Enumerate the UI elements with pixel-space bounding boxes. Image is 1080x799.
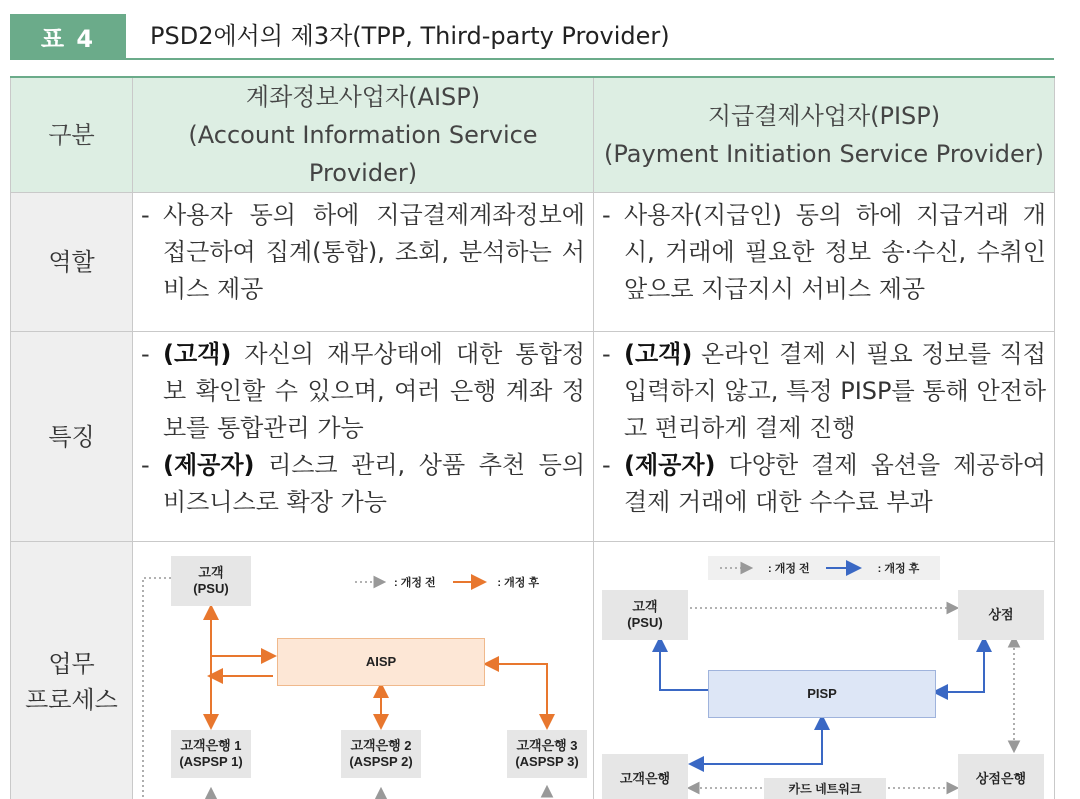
role-label: 역할 [11,193,133,332]
role-aisp-cell [133,193,594,332]
header-aisp [133,77,594,193]
feature-pisp-2-text: 다양한 결제 옵션을 제공하여 결제 거래에 대한 수수료 부과 [624,451,1046,516]
feature-aisp-1-text: 자신의 재무상태에 대한 통합정보 확인할 수 있으며, 여러 은행 계좌 정보를 통합관리 가능 [163,340,585,442]
header-pisp-name: 지급결제사업자(PISP) [707,102,941,130]
header-pisp [594,77,1055,193]
pisp-link-bank [692,718,822,764]
pisp-card-network-box: 카드 네트워크 [764,778,886,799]
header-pisp-full: (Payment Initiation Service Provider) [604,140,1044,168]
pisp-diagram-cell [594,542,1055,799]
pisp-link-customer [660,640,708,690]
role-row [11,193,1055,332]
process-label: 업무 프로세스 [11,542,133,799]
pisp-process-diagram [594,542,1054,799]
table-number-badge: 표 4 [10,14,126,58]
role-pisp-text: 사용자(지급인) 동의 하에 지급거래 개시, 거래에 필요한 정보 송·수신, 수취인 앞으로 지급지시 서비스 제공 [624,201,1046,303]
aisp-bank3-box: 고객은행 3 (ASPSP 3) [507,730,587,778]
pisp-link-merchant [936,640,984,692]
pisp-merchant-bank-box: 상점은행 [958,754,1044,799]
aisp-process-diagram [133,542,593,799]
list-item [141,336,585,447]
legend-before-label: : 개정 전 [768,563,810,576]
feature-aisp-2-tag: (제공자) [163,451,255,479]
table-title-bar [10,14,1054,60]
header-aisp-full: (Account Information Service Provider) [188,121,538,187]
role-aisp-text: 사용자 동의 하에 지급결제계좌정보에 접근하여 집계(통합), 조회, 분석하는 서비스 제공 [163,201,585,303]
list-item [602,447,1046,521]
bullet-dash: - [602,451,611,479]
pisp-center-box: PISP [708,670,936,718]
role-pisp-cell [594,193,1055,332]
bullet-dash: - [602,340,611,368]
header-row [11,77,1055,193]
pisp-customer-bank-box: 고객은행 [602,754,688,799]
bullet-dash: - [602,201,611,229]
pisp-merchant-box: 상점 [958,590,1044,640]
feature-pisp-1-tag: (고객) [624,340,693,368]
tpp-comparison-table [10,76,1055,799]
bullet-dash: - [141,340,150,368]
legend-after-label: : 개정 후 [497,577,539,590]
feature-aisp-cell [133,332,594,542]
pisp-legend [708,558,940,578]
feature-aisp-2-text: 리스크 관리, 상품 추천 등의 비즈니스로 확장 가능 [163,451,585,516]
table-title: PSD2에서의 제3자(TPP, Third-party Provider) [150,22,670,50]
feature-pisp-cell [594,332,1055,542]
aisp-bank1-box: 고객은행 1 (ASPSP 1) [171,730,251,778]
feature-row [11,332,1055,542]
aisp-legend [345,572,547,592]
bullet-dash: - [141,451,150,479]
pisp-customer-box: 고객 (PSU) [602,590,688,640]
feature-pisp-2-tag: (제공자) [624,451,716,479]
feature-label: 특징 [11,332,133,542]
list-item [602,197,1046,308]
aisp-center-box: AISP [277,638,485,686]
feature-aisp-1-tag: (고객) [163,340,232,368]
aisp-bank2-box: 고객은행 2 (ASPSP 2) [341,730,421,778]
process-row [11,542,1055,799]
bullet-dash: - [141,201,150,229]
legend-before-label: : 개정 전 [393,577,436,590]
list-item [141,197,585,308]
aisp-customer-box: 고객 (PSU) [171,556,251,606]
list-item [602,336,1046,447]
aisp-diagram-cell [133,542,594,799]
header-aisp-name: 계좌정보사업자(AISP) [245,83,481,111]
header-category: 구분 [11,77,133,193]
feature-pisp-1-text: 온라인 결제 시 필요 정보를 직접 입력하지 않고, 특정 PISP를 통해 안전하고 편리하게 결제 진행 [624,340,1046,442]
list-item [141,447,585,521]
aisp-link-bank3 [487,664,547,726]
legend-after-label: : 개정 후 [877,563,920,576]
